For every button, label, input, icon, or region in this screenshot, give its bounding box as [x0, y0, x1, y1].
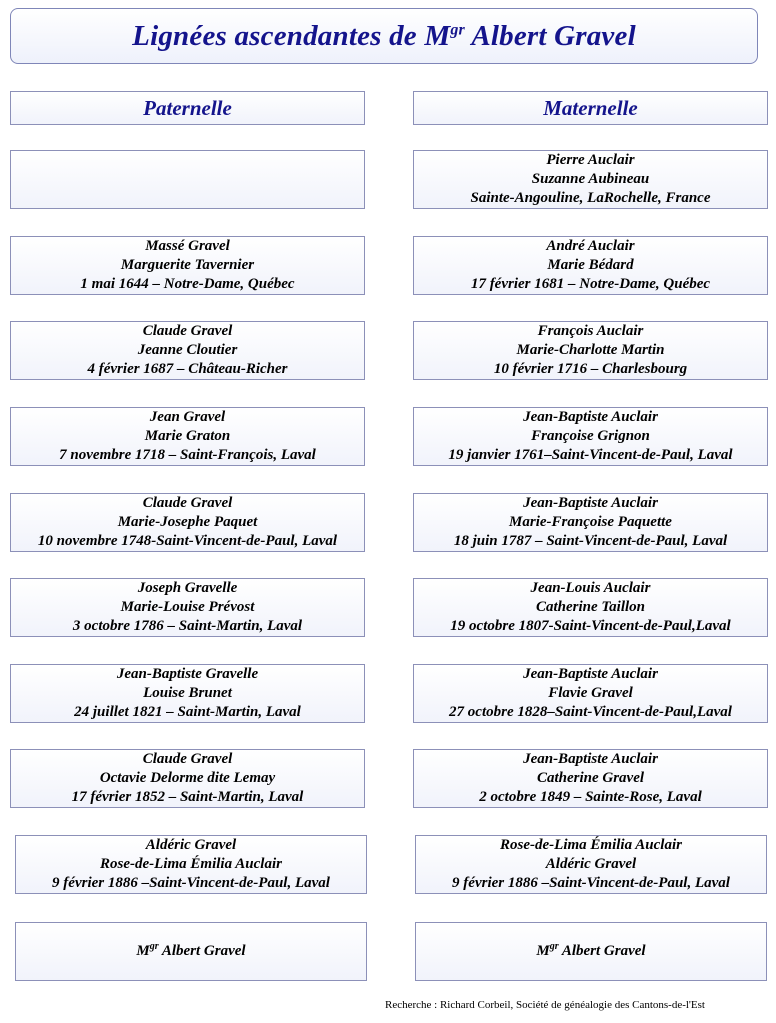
spouse-line: Marguerite Tavernier	[120, 257, 255, 273]
paternal-generation-3	[10, 321, 365, 380]
spouse-line: Aldéric Gravel	[545, 856, 637, 872]
person-line: Jean-Baptiste Auclair	[523, 495, 658, 511]
marriage-line: 7 novembre 1718 – Saint-François, Laval	[59, 447, 316, 463]
spouse-line: Louise Brunet	[143, 685, 232, 701]
marriage-line: 19 janvier 1761–Saint-Vincent-de-Paul, Laval	[448, 447, 733, 463]
marriage-line: 2 octobre 1849 – Sainte-Rose, Laval	[479, 789, 702, 805]
final-prefix: M	[536, 943, 550, 959]
spouse-line: Flavie Gravel	[548, 685, 633, 701]
paternal-final-box	[15, 922, 367, 981]
marriage-line: 1 mai 1644 – Notre-Dame, Québec	[80, 276, 295, 292]
marriage-line: 27 octobre 1828–Saint-Vincent-de-Paul,Laval	[449, 704, 732, 720]
maternal-header: Maternelle	[413, 91, 768, 125]
person-line: Aldéric Gravel	[145, 837, 237, 853]
spouse-line: Marie-Charlotte Martin	[516, 342, 665, 358]
maternal-generation-9	[415, 835, 767, 894]
person-line: Jean-Baptiste Auclair	[523, 666, 658, 682]
maternal-generation-1	[413, 150, 768, 209]
marriage-line: 9 février 1886 –Saint-Vincent-de-Paul, Laval	[52, 875, 330, 891]
maternal-generation-8	[413, 749, 768, 808]
spouse-line: Marie-Françoise Paquette	[509, 514, 672, 530]
marriage-line: 18 juin 1787 – Saint-Vincent-de-Paul, Laval	[453, 533, 728, 549]
spouse-line: Catherine Taillon	[535, 599, 646, 615]
maternal-generation-4	[413, 407, 768, 466]
spouse-line: Octavie Delorme dite Lemay	[99, 770, 276, 786]
person-line: Jean-Louis Auclair	[530, 580, 651, 596]
final-superscript: gr	[549, 941, 559, 952]
person-line: Pierre Auclair	[546, 152, 635, 168]
marriage-line: 24 juillet 1821 – Saint-Martin, Laval	[74, 704, 301, 720]
title-banner	[10, 8, 758, 64]
person-line: Jean-Baptiste Auclair	[523, 409, 658, 425]
person-line: Massé Gravel	[145, 238, 230, 254]
spouse-line: Catherine Gravel	[536, 770, 645, 786]
spouse-line: Françoise Grignon	[531, 428, 650, 444]
person-line: François Auclair	[537, 323, 644, 339]
spouse-line: Marie-Louise Prévost	[120, 599, 255, 615]
paternal-generation-7	[10, 664, 365, 723]
marriage-line: 17 février 1681 – Notre-Dame, Québec	[470, 276, 711, 292]
title-suffix: Albert Gravel	[464, 19, 636, 52]
paternal-generation-5	[10, 493, 365, 552]
marriage-line: 9 février 1886 –Saint-Vincent-de-Paul, Laval	[452, 875, 730, 891]
page-title	[132, 20, 636, 53]
paternal-generation-8	[10, 749, 365, 808]
marriage-line: 19 octobre 1807-Saint-Vincent-de-Paul,Laval	[450, 618, 731, 634]
paternal-generation-4	[10, 407, 365, 466]
paternal-header: Paternelle	[10, 91, 365, 125]
maternal-final-box	[415, 922, 767, 981]
maternal-generation-5	[413, 493, 768, 552]
marriage-line: 17 février 1852 – Saint-Martin, Laval	[71, 789, 304, 805]
person-line: Jean-Baptiste Auclair	[523, 751, 658, 767]
marriage-line: 3 octobre 1786 – Saint-Martin, Laval	[72, 618, 303, 634]
spouse-line: Marie Graton	[144, 428, 231, 444]
spouse-line: Jeanne Cloutier	[137, 342, 238, 358]
final-suffix: Albert Gravel	[158, 943, 246, 959]
paternal-generation-6	[10, 578, 365, 637]
person-line: Claude Gravel	[142, 323, 233, 339]
final-suffix: Albert Gravel	[558, 943, 646, 959]
marriage-line: 4 février 1687 – Château-Richer	[87, 361, 288, 377]
credit-prefix: Recherche : Richard Corbeil,	[385, 999, 517, 1011]
research-credit	[385, 999, 765, 1011]
person-line: Joseph Gravelle	[137, 580, 238, 596]
credit-organization: Société de généalogie des Cantons-de-l'Est	[516, 999, 705, 1011]
paternal-generation-2	[10, 236, 365, 295]
maternal-generation-3	[413, 321, 768, 380]
marriage-line: Sainte-Angouline, LaRochelle, France	[470, 190, 711, 206]
marriage-line: 10 novembre 1748-Saint-Vincent-de-Paul, Laval	[37, 533, 338, 549]
maternal-generation-7	[413, 664, 768, 723]
maternal-generation-2	[413, 236, 768, 295]
title-superscript: gr	[450, 20, 465, 38]
maternal-generation-6	[413, 578, 768, 637]
final-superscript: gr	[149, 941, 159, 952]
person-line: Claude Gravel	[142, 751, 233, 767]
final-name	[136, 942, 245, 961]
person-line: Jean Gravel	[149, 409, 226, 425]
person-line: Rose-de-Lima Émilia Auclair	[500, 837, 682, 853]
marriage-line: 10 février 1716 – Charlesbourg	[493, 361, 688, 377]
final-name	[536, 942, 645, 961]
person-line: Claude Gravel	[142, 495, 233, 511]
title-prefix: Lignées ascendantes de M	[132, 19, 451, 52]
person-line: André Auclair	[546, 238, 635, 254]
final-prefix: M	[136, 943, 150, 959]
spouse-line: Suzanne Aubineau	[531, 171, 650, 187]
spouse-line: Marie Bédard	[547, 257, 634, 273]
paternal-generation-1	[10, 150, 365, 209]
paternal-generation-9	[15, 835, 367, 894]
spouse-line: Rose-de-Lima Émilia Auclair	[100, 856, 282, 872]
person-line: Jean-Baptiste Gravelle	[116, 666, 259, 682]
spouse-line: Marie-Josephe Paquet	[117, 514, 258, 530]
